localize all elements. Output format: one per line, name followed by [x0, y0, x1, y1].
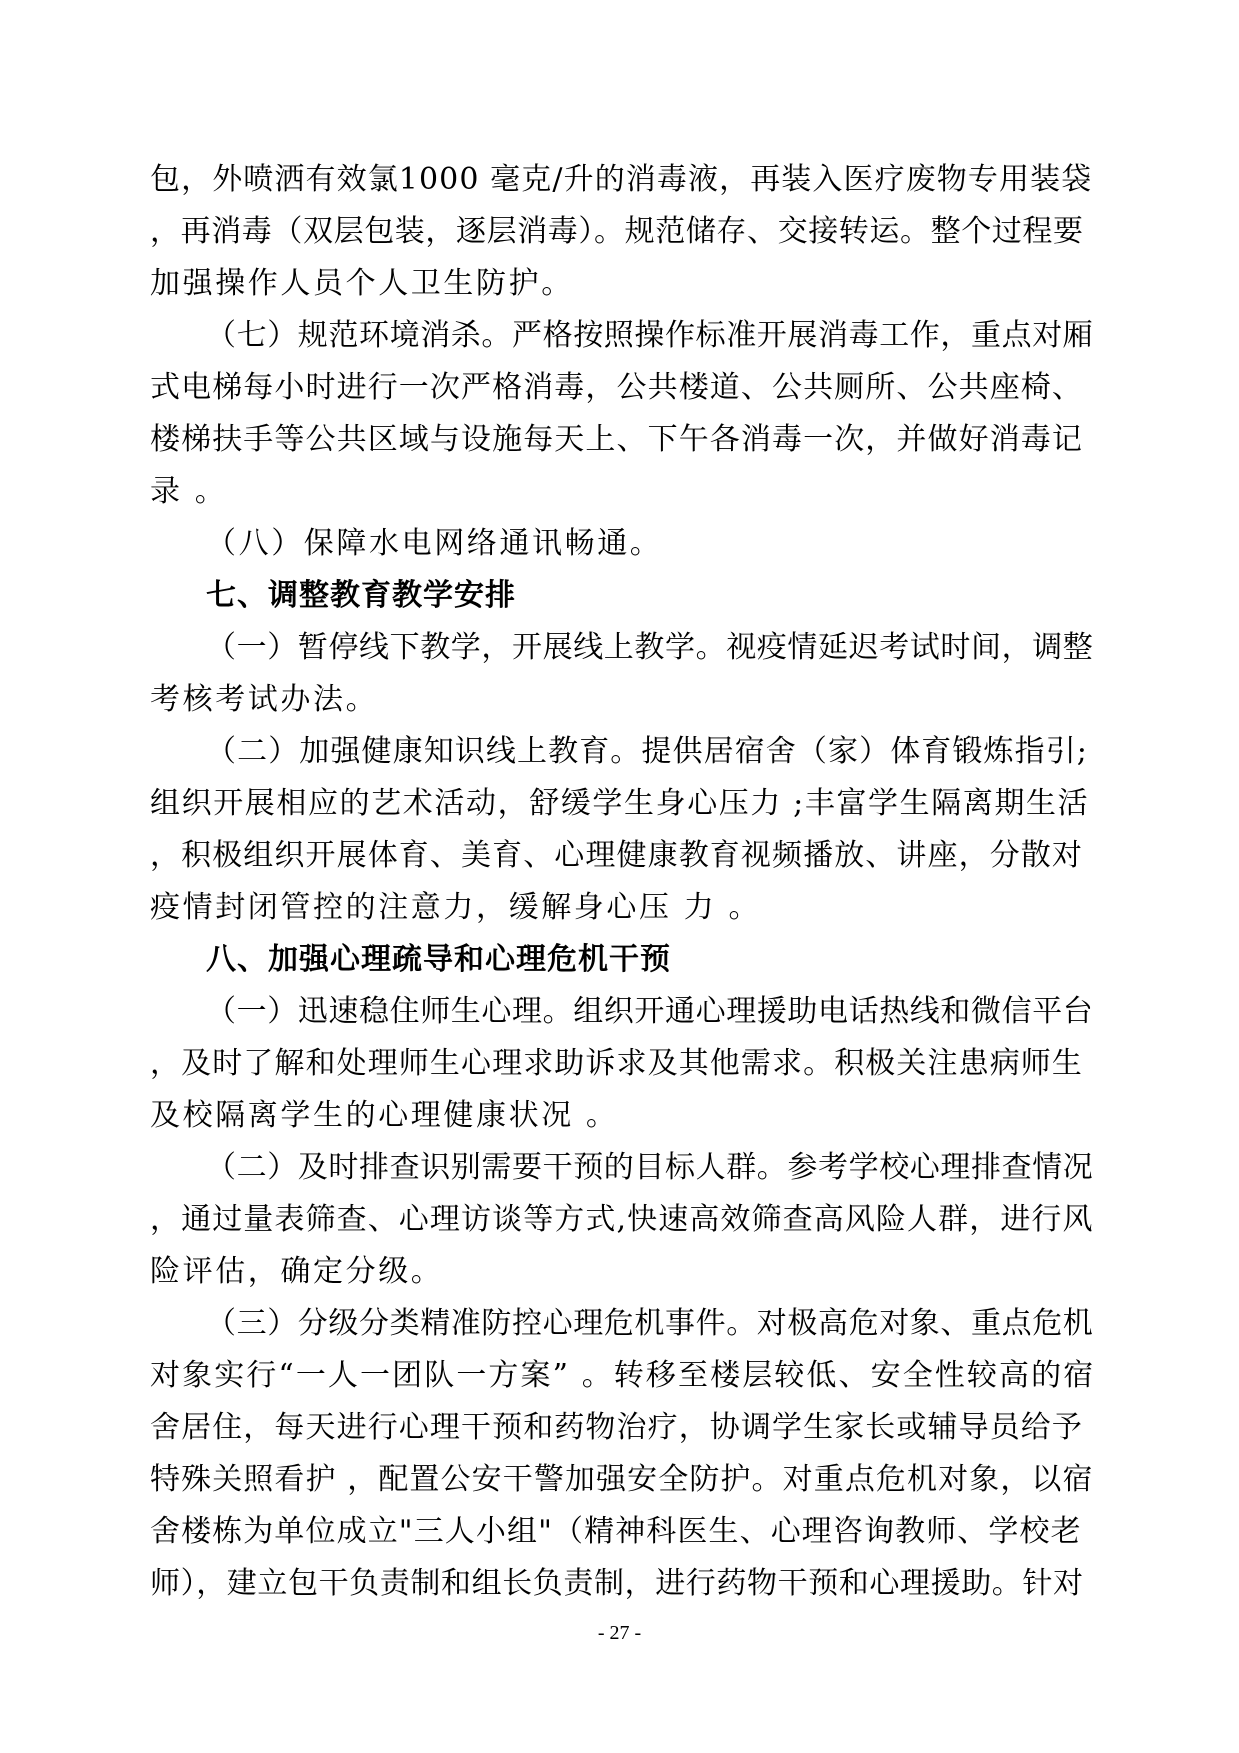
text-line: 考核考试办法。 [150, 682, 379, 717]
paragraph-start-line: （二）加强健康知识线上教育。提供居宿舍（家）体育锻炼指引; [206, 734, 1089, 769]
section-heading: 八、加强心理疏导和心理危机干预 [206, 942, 671, 977]
text-line: 师），建立包干负责制和组长负责制，进行药物干预和心理援助。针对 [150, 1566, 1084, 1601]
section-heading: 七、调整教育教学安排 [206, 578, 516, 613]
paragraph-start-line: （一）迅速稳住师生心理。组织开通心理援助电话热线和微信平台 [206, 994, 1094, 1029]
paragraph-start-line: （二）及时排查识别需要干预的目标人群。参考学校心理排查情况 [206, 1150, 1094, 1185]
text-line: 险评估，确定分级。 [150, 1254, 444, 1289]
text-line: ，通过量表筛查、心理访谈等方式,快速高效筛查高风险人群，进行风 [150, 1202, 1094, 1237]
text-line: 式电梯每小时进行一次严格消毒，公共楼道、公共厕所、公共座椅、 [150, 370, 1083, 405]
text-line: 舍楼栋为单位成立"三人小组"（精神科医生、心理咨询教师、学校老 [150, 1514, 1082, 1549]
text-line: 楼梯扶手等公共区域与设施每天上、下午各消毒一次，并做好消毒记 [150, 422, 1083, 457]
text-line: ，及时了解和处理师生心理求助诉求及其他需求。积极关注患病师生 [150, 1046, 1083, 1081]
text-line: 对象实行“一人一团队一方案” 。转移至楼层较低、安全性较高的宿 [150, 1358, 1096, 1393]
text-line: ，再消毒（双层包装，逐层消毒）。规范储存、交接转运。整个过程要 [150, 214, 1084, 249]
text-line: 录 。 [150, 474, 228, 509]
text-line: 及校隔离学生的心理健康状况 。 [150, 1098, 619, 1133]
text-line: 疫情封闭管控的注意力，缓解身心压 力 。 [150, 890, 762, 925]
text-line: 组织开展相应的艺术活动，舒缓学生身心压力 ;丰富学生隔离期生活 [150, 786, 1090, 821]
text-line: 特殊关照看护 ，配置公安干警加强安全防护。对重点危机对象，以宿 [150, 1462, 1094, 1497]
text-line: 加强操作人员个人卫生防护。 [150, 266, 574, 301]
paragraph-start-line: （一）暂停线下教学，开展线上教学。视疫情延迟考试时间，调整 [206, 630, 1094, 665]
paragraph-start-line: （七）规范环境消杀。严格按照操作标准开展消毒工作，重点对厢 [206, 318, 1094, 353]
page-number: - 27 - [597, 1622, 642, 1644]
text-line: 舍居住，每天进行心理干预和药物治疗，协调学生家长或辅导员给予 [150, 1410, 1083, 1445]
text-line: 包，外喷洒有效氯1000 毫克/升的消毒液，再装入医疗废物专用装袋 [150, 162, 1093, 197]
document-body [150, 154, 1096, 1610]
paragraph-start-line: （八）保障水电网络通讯畅通。 [206, 526, 663, 561]
text-line: ，积极组织开展体育、美育、心理健康教育视频播放、讲座，分散对 [150, 838, 1083, 873]
paragraph-start-line: （三）分级分类精准防控心理危机事件。对极高危对象、重点危机 [206, 1306, 1094, 1341]
